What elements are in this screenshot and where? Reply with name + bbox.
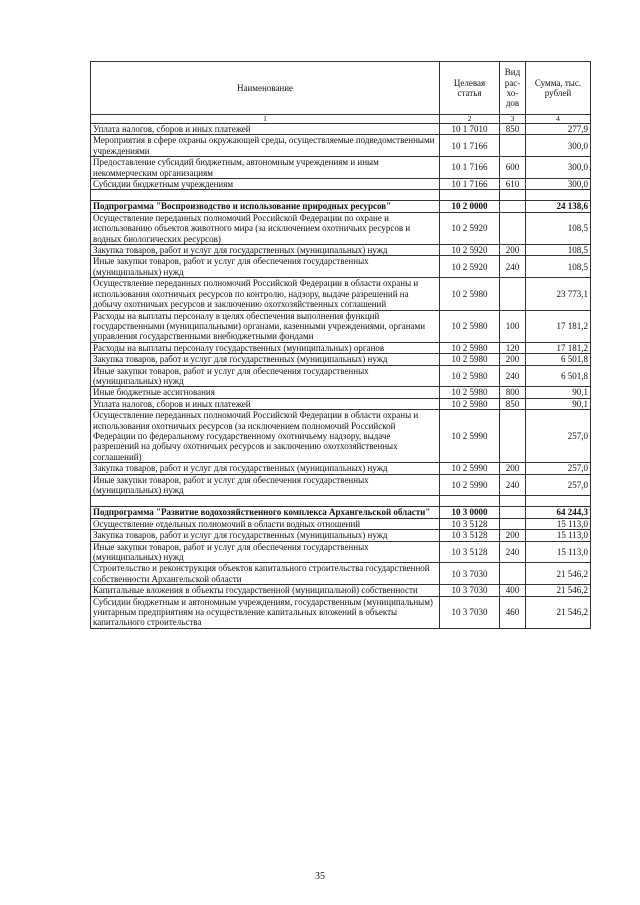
spacer-cell (526, 190, 591, 201)
spacer-cell (500, 190, 526, 201)
row-name: Иные бюджетные ассигнования (91, 387, 440, 398)
row-sum: 24 138,6 (526, 201, 591, 212)
table-row (91, 365, 591, 387)
table-row (91, 179, 591, 190)
row-target-article: 10 3 5128 (440, 518, 500, 529)
table-row (91, 245, 591, 256)
row-expense-type (500, 507, 526, 518)
row-target-article: 10 2 5980 (440, 342, 500, 353)
row-sum: 257,0 (526, 474, 591, 496)
table-row (91, 135, 591, 157)
row-target-article: 10 1 7010 (440, 124, 500, 135)
row-expense-type (500, 410, 526, 463)
column-index: 1 (91, 115, 440, 124)
column-index: 2 (440, 115, 500, 124)
row-target-article: 10 1 7166 (440, 179, 500, 190)
row-expense-type: 240 (500, 256, 526, 278)
row-name: Иные закупки товаров, работ и услуг для обеспечения государственных (муниципальных) нужд (91, 541, 440, 563)
row-name: Осуществление переданных полномочий Российской Федерации по охране и использованию объектов животного мира (за исключением охотничьих ресурсов и водных биологических ресурсов) (91, 212, 440, 244)
row-name: Уплата налогов, сборов и иных платежей (91, 124, 440, 135)
row-expense-type (500, 135, 526, 157)
row-target-article: 10 2 5990 (440, 463, 500, 474)
row-expense-type: 100 (500, 310, 526, 342)
row-name: Предоставление субсидий бюджетным, автономным учреждениям и иным некоммерческим организациям (91, 157, 440, 179)
row-expense-type (500, 201, 526, 212)
row-name: Закупка товаров, работ и услуг для государственных (муниципальных) нужд (91, 354, 440, 365)
row-expense-type (500, 563, 526, 585)
row-expense-type: 460 (500, 596, 526, 628)
table-row (91, 256, 591, 278)
row-target-article: 10 2 5920 (440, 212, 500, 244)
row-expense-type (500, 278, 526, 310)
table-row (91, 518, 591, 529)
table-row (91, 124, 591, 135)
row-name: Расходы на выплаты персоналу в целях обеспечения выполнения функций государственными (муниципальными) органами, казенными учреждениями, органами управления государственными внебюджетными фондами (91, 310, 440, 342)
row-sum: 21 546,2 (526, 585, 591, 596)
row-sum: 64 244,3 (526, 507, 591, 518)
row-sum: 21 546,2 (526, 563, 591, 585)
header-name: Наименование (91, 62, 440, 115)
row-sum: 108,5 (526, 256, 591, 278)
row-target-article: 10 3 0000 (440, 507, 500, 518)
row-sum: 277,9 (526, 124, 591, 135)
row-name: Осуществление переданных полномочий Российской Федерации в области охраны и использования охотничьих ресурсов по контролю, надзору, выдаче разрешений на добычу охотничьих ресурсов и заключению охотхозяйственных соглашений (91, 278, 440, 310)
row-sum: 17 181,2 (526, 310, 591, 342)
row-expense-type: 610 (500, 179, 526, 190)
row-name: Иные закупки товаров, работ и услуг для обеспечения государственных (муниципальных) нужд (91, 256, 440, 278)
row-target-article: 10 2 5980 (440, 354, 500, 365)
row-target-article: 10 2 5990 (440, 474, 500, 496)
row-expense-type: 800 (500, 387, 526, 398)
row-expense-type: 240 (500, 541, 526, 563)
row-sum: 23 773,1 (526, 278, 591, 310)
spacer-cell (526, 496, 591, 507)
subprogram-row (91, 507, 591, 518)
row-name: Подпрограмма "Воспроизводство и использование природных ресурсов" (91, 201, 440, 212)
table-row (91, 212, 591, 244)
row-expense-type: 120 (500, 342, 526, 353)
row-sum: 15 113,0 (526, 541, 591, 563)
row-name: Капитальные вложения в объекты государственной (муниципальной) собственности (91, 585, 440, 596)
row-target-article: 10 2 0000 (440, 201, 500, 212)
row-sum: 257,0 (526, 463, 591, 474)
row-sum: 300,0 (526, 179, 591, 190)
row-sum: 17 181,2 (526, 342, 591, 353)
row-expense-type: 240 (500, 365, 526, 387)
table-row (91, 398, 591, 409)
row-name: Строительство и реконструкция объектов капитального строительства государственной собственности Архангельской области (91, 563, 440, 585)
row-expense-type: 200 (500, 354, 526, 365)
row-expense-type: 850 (500, 398, 526, 409)
column-index: 4 (526, 115, 591, 124)
row-expense-type (500, 212, 526, 244)
column-index: 3 (500, 115, 526, 124)
row-target-article: 10 2 5980 (440, 310, 500, 342)
table-row (91, 563, 591, 585)
spacer-cell (91, 190, 440, 201)
row-sum: 90,1 (526, 398, 591, 409)
row-name: Закупка товаров, работ и услуг для государственных (муниципальных) нужд (91, 530, 440, 541)
row-target-article: 10 2 5980 (440, 387, 500, 398)
row-name: Расходы на выплаты персоналу государственных (муниципальных) органов (91, 342, 440, 353)
row-name: Осуществление отдельных полномочий в области водных отношений (91, 518, 440, 529)
spacer-row (91, 496, 591, 507)
table-row (91, 410, 591, 463)
row-sum: 15 113,0 (526, 518, 591, 529)
table-row (91, 585, 591, 596)
row-expense-type: 200 (500, 463, 526, 474)
row-name: Субсидии бюджетным и автономным учреждениям, государственным (муниципальным) унитарным предприятиям на осуществление капитальных вложений в объекты капитального строительства (91, 596, 440, 628)
row-sum: 15 113,0 (526, 530, 591, 541)
row-target-article: 10 2 5920 (440, 245, 500, 256)
header-expense-type: Вид рас-хо-дов (500, 62, 526, 115)
row-name: Субсидии бюджетным учреждениям (91, 179, 440, 190)
row-expense-type: 240 (500, 474, 526, 496)
row-sum: 300,0 (526, 135, 591, 157)
row-target-article: 10 3 7030 (440, 563, 500, 585)
row-sum: 300,0 (526, 157, 591, 179)
row-name: Мероприятия в сфере охраны окружающей среды, осуществляемые подведомственными учреждениями (91, 135, 440, 157)
budget-table (90, 61, 591, 629)
row-name: Осуществление переданных полномочий Российской Федерации в области охраны и использования охотничьих ресурсов (за исключением полномочий Российской Федерации по федеральному государственному охотничьему надзору, выдаче разрешений на добычу охотничьих ресурсов и заключению охотхозяйственных соглашений) (91, 410, 440, 463)
table-row (91, 530, 591, 541)
row-expense-type: 200 (500, 530, 526, 541)
row-target-article: 10 1 7166 (440, 157, 500, 179)
column-index-row (91, 115, 591, 124)
row-name: Закупка товаров, работ и услуг для государственных (муниципальных) нужд (91, 245, 440, 256)
row-target-article: 10 2 5920 (440, 256, 500, 278)
table-row (91, 596, 591, 628)
row-target-article: 10 3 5128 (440, 541, 500, 563)
spacer-row (91, 190, 591, 201)
row-expense-type: 400 (500, 585, 526, 596)
row-target-article: 10 3 7030 (440, 596, 500, 628)
row-sum: 6 501,8 (526, 354, 591, 365)
table-row (91, 474, 591, 496)
row-name: Уплата налогов, сборов и иных платежей (91, 398, 440, 409)
row-target-article: 10 3 7030 (440, 585, 500, 596)
row-name: Иные закупки товаров, работ и услуг для обеспечения государственных (муниципальных) нужд (91, 474, 440, 496)
row-sum: 90,1 (526, 387, 591, 398)
spacer-cell (500, 496, 526, 507)
table-row (91, 354, 591, 365)
row-expense-type: 850 (500, 124, 526, 135)
row-target-article: 10 1 7166 (440, 135, 500, 157)
row-target-article: 10 2 5980 (440, 365, 500, 387)
spacer-cell (440, 190, 500, 201)
row-target-article: 10 2 5980 (440, 398, 500, 409)
table-row (91, 157, 591, 179)
table-row (91, 387, 591, 398)
table-row (91, 310, 591, 342)
row-sum: 6 501,8 (526, 365, 591, 387)
row-sum: 108,5 (526, 245, 591, 256)
row-name: Иные закупки товаров, работ и услуг для обеспечения государственных (муниципальных) нужд (91, 365, 440, 387)
page-number: 35 (315, 871, 325, 882)
spacer-cell (91, 496, 440, 507)
row-target-article: 10 2 5980 (440, 278, 500, 310)
table-body (91, 124, 591, 629)
table-row (91, 342, 591, 353)
table-row (91, 541, 591, 563)
table-header-row (91, 62, 591, 115)
row-expense-type (500, 518, 526, 529)
row-expense-type: 600 (500, 157, 526, 179)
table-row (91, 463, 591, 474)
header-sum: Сумма, тыс. рублей (526, 62, 591, 115)
header-target-article: Целевая статья (440, 62, 500, 115)
row-name: Подпрограмма "Развитие водохозяйственного комплекса Архангельской области" (91, 507, 440, 518)
table-row (91, 278, 591, 310)
row-target-article: 10 3 5128 (440, 530, 500, 541)
row-sum: 108,5 (526, 212, 591, 244)
row-sum: 257,0 (526, 410, 591, 463)
subprogram-row (91, 201, 591, 212)
row-target-article: 10 2 5990 (440, 410, 500, 463)
row-name: Закупка товаров, работ и услуг для государственных (муниципальных) нужд (91, 463, 440, 474)
row-expense-type: 200 (500, 245, 526, 256)
row-sum: 21 546,2 (526, 596, 591, 628)
spacer-cell (440, 496, 500, 507)
